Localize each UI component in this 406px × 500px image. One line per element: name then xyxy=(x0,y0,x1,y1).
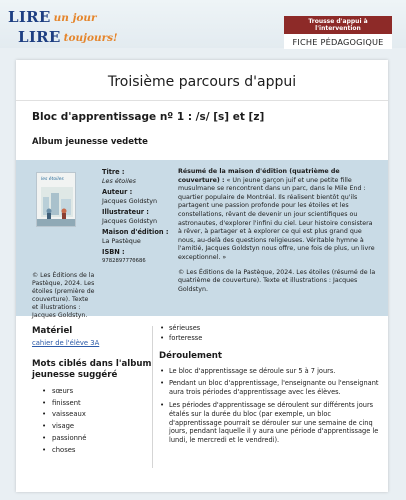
publisher-value: La Pastèque xyxy=(102,237,141,245)
list-item: • finissent xyxy=(32,398,156,410)
word-list-continued xyxy=(159,324,381,343)
author-label: Auteur : xyxy=(102,188,133,196)
fiche-label: FICHE PÉDAGOGIQUE xyxy=(284,34,392,49)
cover-title: les étoiles xyxy=(41,177,64,182)
title-value: Les étoiles xyxy=(102,177,137,185)
summary-text: « Un jeune garçon juif et une petite fille musulmane se rencontrent dans un parc, dans le Mile End : quartier populaire de Montréal. Ils réalisent bientôt qu'ils partagent une passion profonde pour les étoiles et les constellations, rêvant de devenir un jour scientifiques ou astronautes, d'explorer l'infini du ciel. Leur histoire consistera à rêver, à partager et à explorer ce qui est plus grand que nous, au-delà des questions religieuses. Véritable hymne à l'amitié, Jacques Goldstyn nous offre, une fois de plus, un livre exceptionnel. » xyxy=(178,176,375,261)
page-title: Troisième parcours d'appui xyxy=(107,74,297,90)
summary-label: Résumé de la maison d'édition (quatrième de couverture) : xyxy=(178,168,340,184)
logo-text: toujours! xyxy=(63,32,118,44)
illustrator-label: Illustrateur : xyxy=(102,208,149,216)
title-label: Titre : xyxy=(102,168,125,176)
left-column xyxy=(32,326,156,456)
column-divider xyxy=(152,326,153,468)
document-type xyxy=(284,16,392,49)
list-item: • sérieuses xyxy=(159,324,381,333)
list-item: • passionné xyxy=(32,433,156,445)
cover-illustration xyxy=(37,173,76,227)
materiel-heading: Matériel xyxy=(32,326,73,336)
mots-heading: Mots ciblés dans l'album jeunesse suggéré xyxy=(32,359,152,380)
list-item: • Les périodes d'apprentissage se déroulent sur différents jours étalés sur la durée du bloc (par exemple, un bloc d'apprentissage pourrait se dérouler sur une semaine de cinq jours, pendant laquelle il y aura une période d'apprentissage le lundi, le mercredi et le vendredi). xyxy=(159,401,381,445)
publisher-label: Maison d'édition : xyxy=(102,228,169,236)
cahier-link[interactable]: cahier de l'élève 3A xyxy=(32,339,100,347)
collection-tag: Trousse d'appui à l'intervention xyxy=(284,16,392,34)
list-item: • vaisseaux xyxy=(32,409,156,421)
cover-credit: © Les Éditions de la Pastèque, 2024. Les étoiles (première de couverture). Texte et illustrations : Jacques Goldstyn. xyxy=(32,272,95,319)
header-bar xyxy=(0,0,406,48)
album-summary xyxy=(178,168,378,294)
album-heading: Album jeunesse vedette xyxy=(32,137,148,147)
deroulement-list xyxy=(159,367,381,445)
illustrator-value: Jacques Goldstyn xyxy=(102,217,158,225)
section-subtitle: Bloc d'apprentissage nº 1 : /s/ [s] et [z] xyxy=(32,111,265,123)
album-metadata xyxy=(102,168,176,268)
list-item: • visage xyxy=(32,421,156,433)
logo-text: LIRE xyxy=(18,28,61,46)
logo-text: un jour xyxy=(53,12,97,24)
list-item: • forteresse xyxy=(159,334,381,343)
logo[interactable] xyxy=(8,6,138,46)
deroulement-heading: Déroulement xyxy=(159,350,223,361)
isbn-value: 9782897770686 xyxy=(102,258,146,264)
summary-copyright: © Les Éditions de la Pastèque, 2024. Les étoiles (résumé de la quatrième de couverture). Texte et illustrations : Jacques Goldstyn. xyxy=(178,268,376,293)
book-cover-image xyxy=(36,172,76,227)
album-panel xyxy=(16,160,388,319)
logo-text: LIRE xyxy=(8,8,51,26)
list-item: • Pendant un bloc d'apprentissage, l'enseignante ou l'enseignant aura trois périodes d'apprentissage avec les élèves. xyxy=(159,379,381,397)
isbn-label: ISBN : xyxy=(102,248,125,256)
list-item: • Le bloc d'apprentissage se déroule sur 5 à 7 jours. xyxy=(159,367,381,376)
list-item: • sœurs xyxy=(32,386,156,398)
document-page xyxy=(16,60,388,492)
word-list xyxy=(32,386,156,456)
author-value: Jacques Goldstyn xyxy=(102,197,158,205)
right-column xyxy=(159,324,381,449)
list-item: • choses xyxy=(32,445,156,457)
